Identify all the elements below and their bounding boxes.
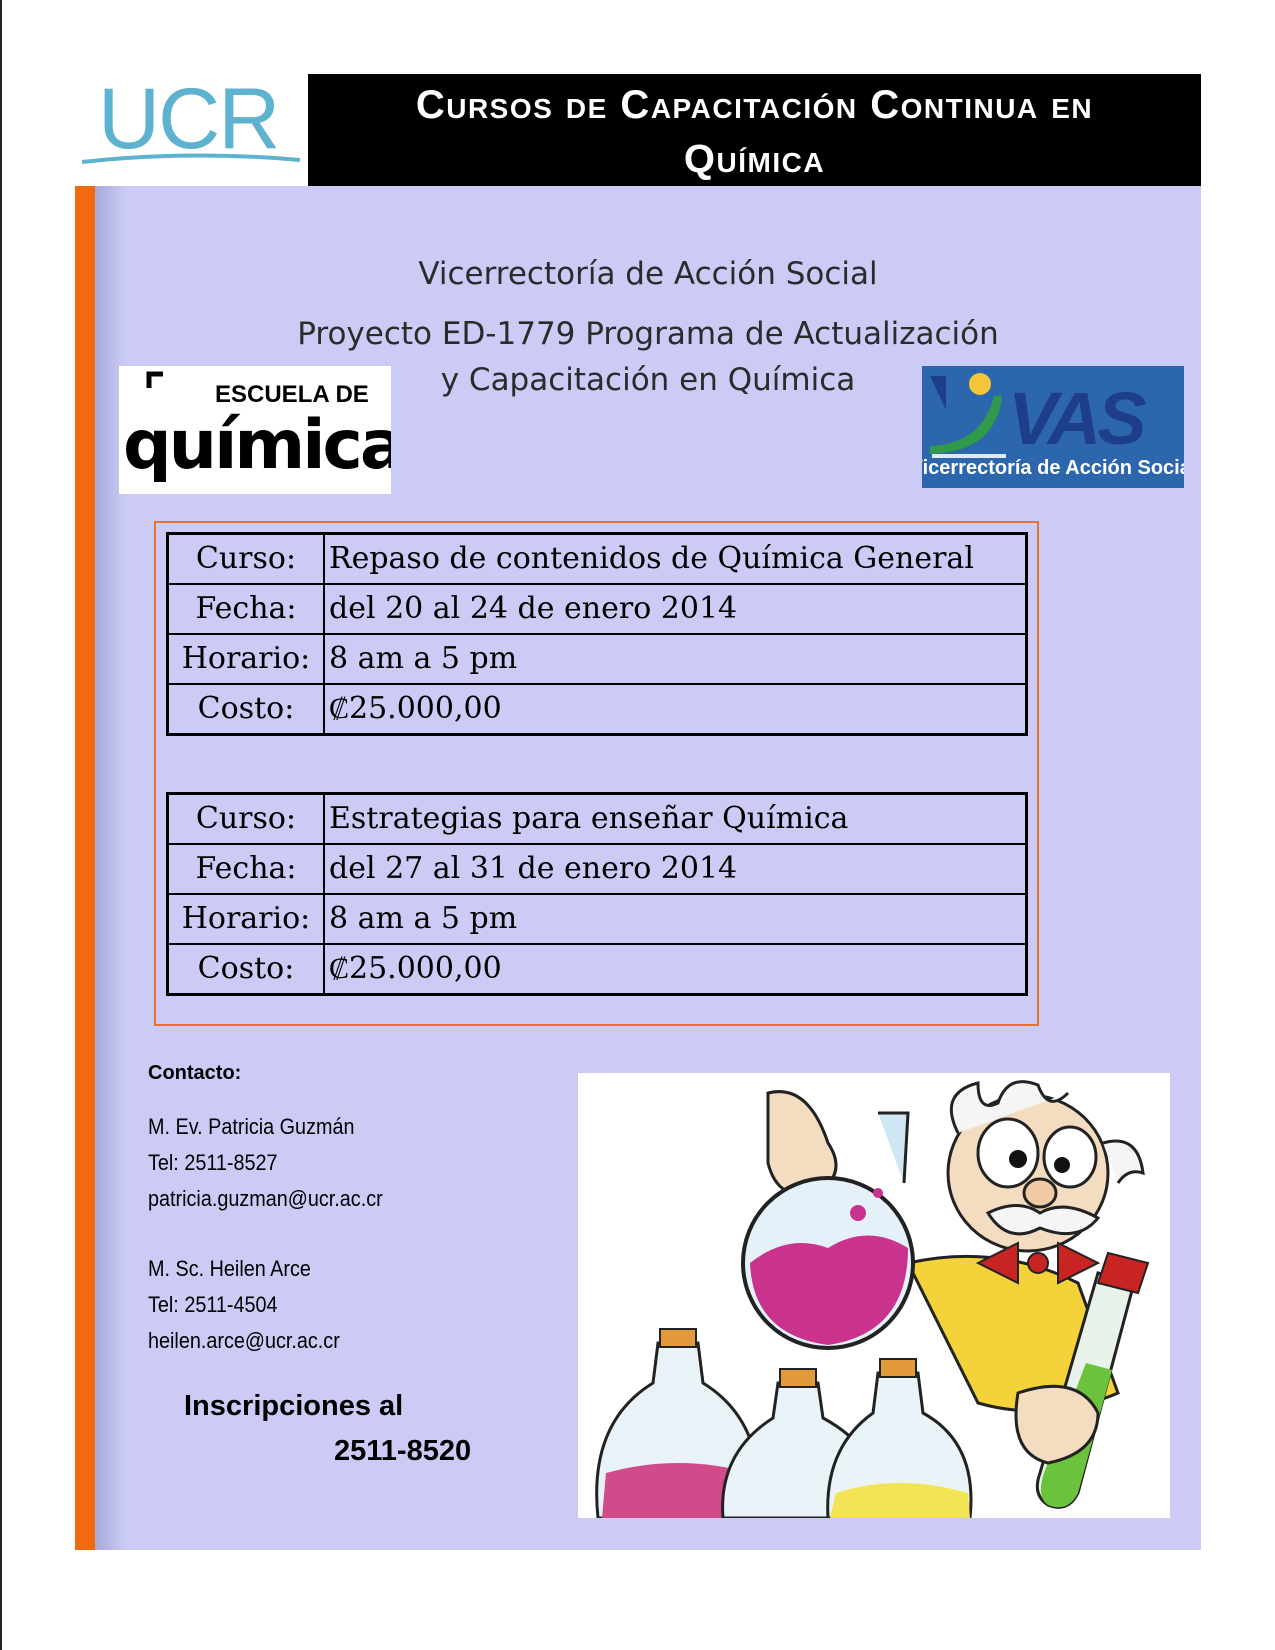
escuela-logo-main-text: química [123, 406, 391, 485]
subtitle-line-2: Proyecto ED-1779 Programa de Actualización [297, 316, 999, 352]
course-label: Curso: [168, 534, 325, 585]
vas-logo-mark: VAS [1008, 377, 1143, 460]
cost-value: ₡25.000,00 [324, 944, 1027, 995]
scientist-illustration [578, 1073, 1170, 1518]
contact-name-1: M. Ev. Patricia Guzmán [148, 1114, 355, 1139]
table-row [168, 844, 1027, 894]
contact-name-2: M. Sc. Heilen Arce [148, 1256, 311, 1281]
cost-value: ₡25.000,00 [324, 684, 1027, 735]
date-label: Fecha: [168, 844, 325, 894]
scientist-cartoon-icon [578, 1073, 1170, 1518]
title-line-1: Cursos de Capacitación Continua en [415, 83, 1094, 127]
cost-label: Costo: [168, 944, 325, 995]
table-row [168, 794, 1027, 845]
schedule-value: 8 am a 5 pm [324, 634, 1027, 684]
contact-phone-2: Tel: 2511-4504 [148, 1292, 278, 1317]
subtitle-line-1: Vicerrectoría de Acción Social [418, 256, 878, 292]
escuela-quimica-logo [119, 366, 391, 494]
table-row [168, 894, 1027, 944]
registration-phone: 2511-8520 [334, 1435, 472, 1467]
table-row [168, 944, 1027, 995]
vas-logo-graphic [922, 366, 1184, 488]
ucr-logo-text: UCR [98, 71, 279, 167]
escuela-quimica-logo-graphic [119, 366, 391, 494]
vas-logo [922, 366, 1184, 488]
page-edge [0, 0, 2, 1650]
cost-label: Costo: [168, 684, 325, 735]
table-row [168, 634, 1027, 684]
registration-line-1: Inscripciones al [184, 1390, 404, 1422]
schedule-label: Horario: [168, 634, 325, 684]
table-row [168, 584, 1027, 634]
contact-phone-1: Tel: 2511-8527 [148, 1150, 278, 1175]
ucr-swoosh-icon [80, 146, 302, 170]
contact-email-1[interactable]: patricia.guzman@ucr.ac.cr [148, 1186, 383, 1211]
orange-side-bar [75, 186, 95, 1550]
ucr-logo [80, 72, 302, 182]
course-label: Curso: [168, 794, 325, 845]
course-value: Estrategias para enseñar Química [324, 794, 1027, 845]
subtitle-line-3: y Capacitación en Química [440, 362, 856, 398]
date-label: Fecha: [168, 584, 325, 634]
course-table-1 [166, 532, 1028, 736]
schedule-value: 8 am a 5 pm [324, 894, 1027, 944]
table-row [168, 684, 1027, 735]
contact-heading: Contacto: [148, 1062, 242, 1084]
date-value: del 20 al 24 de enero 2014 [324, 584, 1027, 634]
course-table-2 [166, 792, 1028, 996]
schedule-label: Horario: [168, 894, 325, 944]
contact-email-2[interactable]: heilen.arce@ucr.ac.cr [148, 1328, 340, 1353]
vas-logo-caption: Vicerrectoría de Acción Social [922, 457, 1184, 479]
title-bar [308, 74, 1201, 188]
title-line-2: Química [683, 137, 826, 181]
table-row [168, 534, 1027, 585]
course-value: Repaso de contenidos de Química General [324, 534, 1027, 585]
date-value: del 27 al 31 de enero 2014 [324, 844, 1027, 894]
escuela-logo-top-text: ESCUELA DE [215, 381, 369, 408]
